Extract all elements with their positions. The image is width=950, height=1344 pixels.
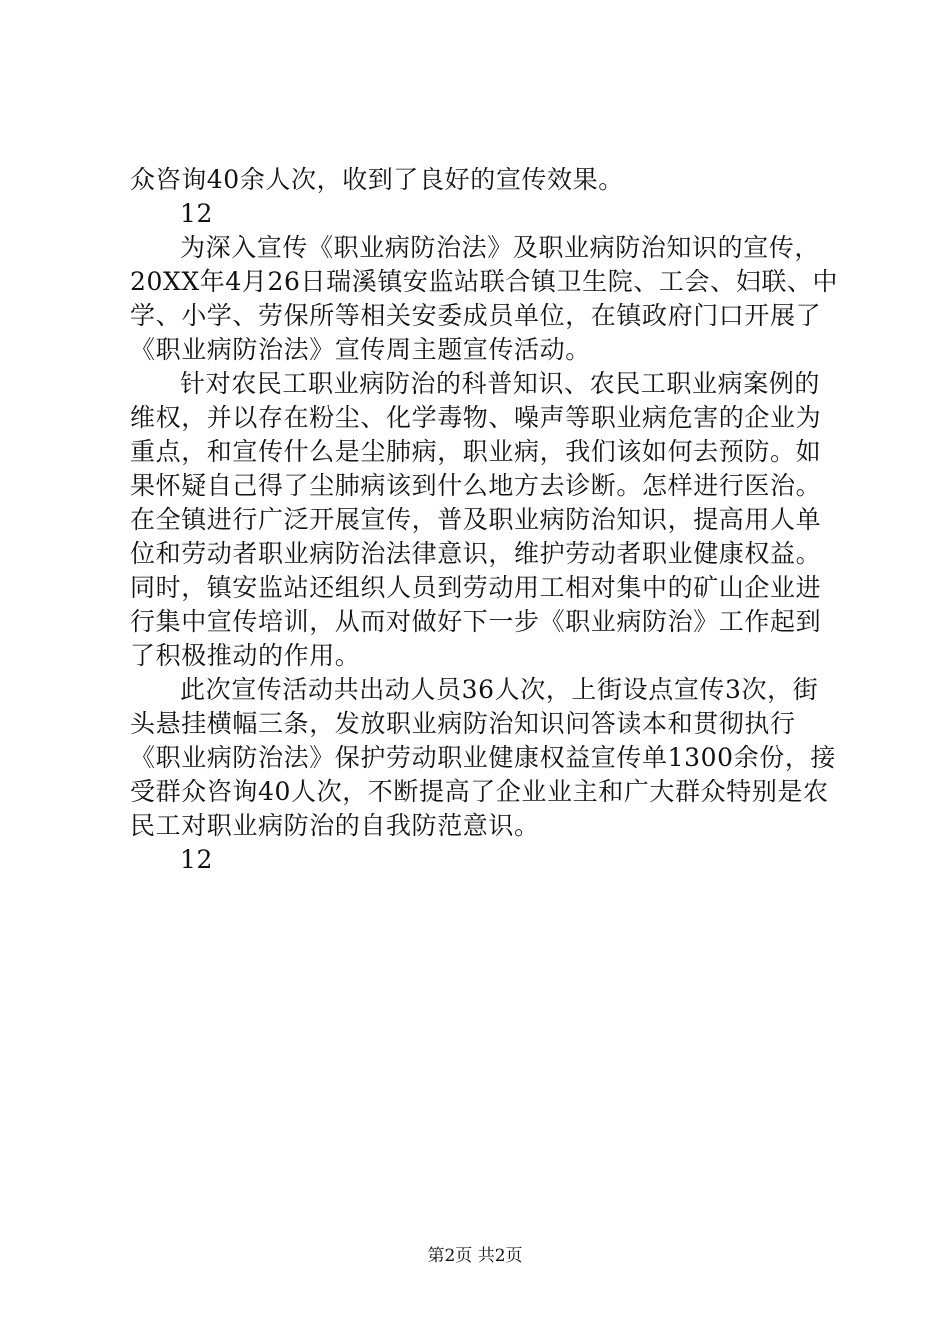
text-line: 同时，镇安监站还组织人员到劳动用工相对集中的矿山企业进: [130, 573, 822, 602]
text-line: 20XX年4月26日瑞溪镇安监站联合镇卫生院、工会、妇联、中: [130, 267, 839, 296]
paragraph-start-line: 针对农民工职业病防治的科普知识、农民工职业病案例的: [180, 369, 821, 398]
text-line: 维权，并以存在粉尘、化学毒物、噪声等职业病危害的企业为: [130, 403, 822, 432]
text-line: 果怀疑自己得了尘肺病该到什么地方去诊断。怎样进行医治。: [130, 471, 822, 500]
text-line: 学、小学、劳保所等相关安委成员单位，在镇政府门口开展了: [130, 301, 822, 330]
text-line: 众咨询40余人次，收到了良好的宣传效果。: [130, 165, 624, 194]
paragraph-start-line: 为深入宣传《职业病防治法》及职业病防治知识的宣传，: [180, 233, 821, 262]
text-line: 12: [180, 199, 214, 228]
paragraph-start-line: 此次宣传活动共出动人员36人次，上街设点宣传3次，街: [180, 675, 819, 704]
document-body: [130, 163, 839, 877]
text-line: 重点，和宣传什么是尘肺病，职业病，我们该如何去预防。如: [130, 437, 822, 466]
text-line: 在全镇进行广泛开展宣传，普及职业病防治知识，提高用人单: [130, 505, 822, 534]
text-line: 民工对职业病防治的自我防范意识。: [130, 811, 540, 840]
text-line: 12: [180, 845, 214, 874]
text-line: 行集中宣传培训，从而对做好下一步《职业病防治》工作起到: [130, 607, 822, 636]
text-line: 《职业病防治法》宣传周主题宣传活动。: [130, 335, 591, 364]
text-line: 受群众咨询40人次，不断提高了企业业主和广大群众特别是农: [130, 777, 829, 806]
text-line: 《职业病防治法》保护劳动职业健康权益宣传单1300余份，接: [130, 743, 837, 772]
page-footer: 第2页 共2页: [427, 1246, 523, 1266]
text-line: 位和劳动者职业病防治法律意识，维护劳动者职业健康权益。: [130, 539, 822, 568]
text-line: 了积极推动的作用。: [130, 641, 361, 670]
text-line: 头悬挂横幅三条，发放职业病防治知识问答读本和贯彻执行: [130, 709, 796, 738]
